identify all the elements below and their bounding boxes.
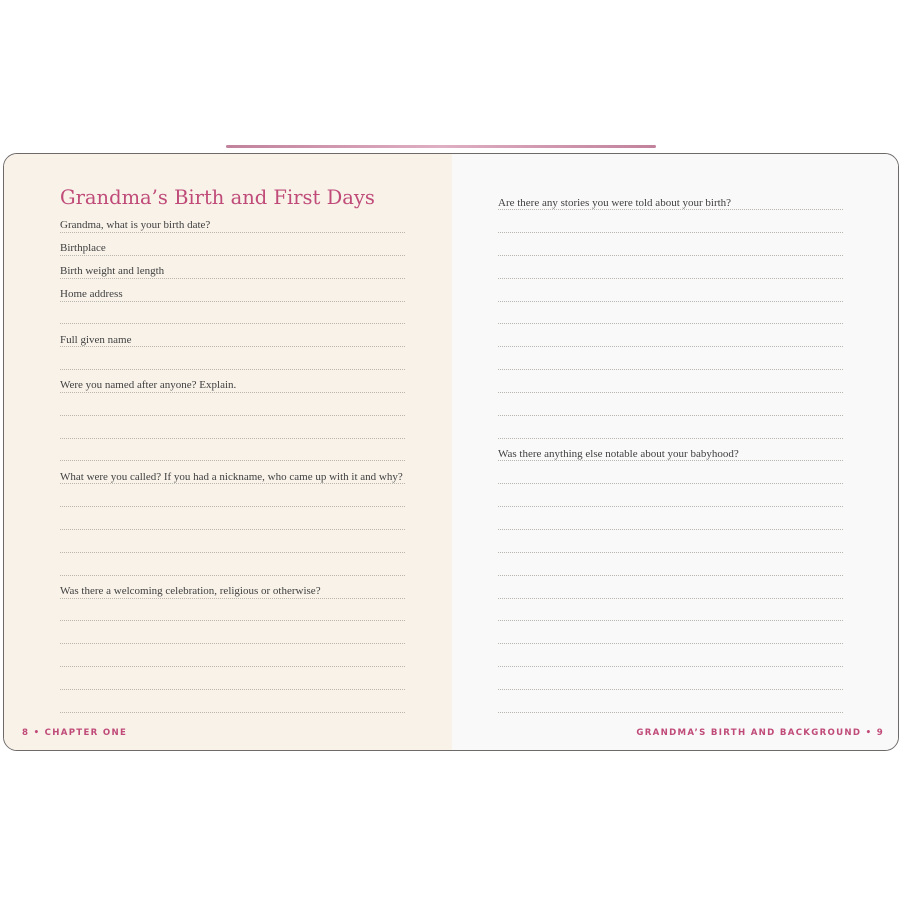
answer-line[interactable] (60, 278, 405, 279)
answer-line[interactable] (60, 301, 405, 302)
answer-line[interactable] (498, 620, 843, 621)
answer-line[interactable] (498, 506, 843, 507)
answer-line[interactable] (60, 483, 405, 484)
page-footer-left: 8 • CHAPTER ONE (22, 728, 128, 738)
answer-line[interactable] (498, 666, 843, 667)
answer-line[interactable] (498, 232, 843, 233)
answer-line[interactable] (60, 666, 405, 667)
question-label: Birth weight and length (60, 265, 165, 277)
answer-line[interactable] (60, 460, 405, 461)
answer-line[interactable] (60, 529, 405, 530)
answer-line[interactable] (498, 415, 843, 416)
answer-line[interactable] (498, 689, 843, 690)
right-page (452, 154, 898, 750)
page-footer-right: GRANDMA’S BIRTH AND BACKGROUND • 9 (636, 728, 884, 738)
answer-line[interactable] (60, 506, 405, 507)
answer-line[interactable] (498, 552, 843, 553)
answer-line[interactable] (498, 278, 843, 279)
answer-line[interactable] (60, 323, 405, 324)
answer-line[interactable] (498, 301, 843, 302)
answer-line[interactable] (60, 575, 405, 576)
answer-line[interactable] (60, 415, 405, 416)
answer-line[interactable] (498, 483, 843, 484)
question-label: Birthplace (60, 242, 106, 254)
journal-spread (3, 153, 899, 751)
answer-line[interactable] (498, 460, 843, 461)
question-label: Was there a welcoming celebration, religious or otherwise? (60, 585, 321, 597)
answer-line[interactable] (60, 552, 405, 553)
answer-line[interactable] (60, 369, 405, 370)
question-label: Were you named after anyone? Explain. (60, 379, 237, 391)
answer-line[interactable] (60, 346, 405, 347)
answer-line[interactable] (498, 209, 843, 210)
question-label: Home address (60, 288, 123, 300)
answer-line[interactable] (498, 598, 843, 599)
answer-line[interactable] (60, 598, 405, 599)
answer-line[interactable] (60, 392, 405, 393)
answer-line[interactable] (60, 712, 405, 713)
question-label: Was there anything else notable about your babyhood? (498, 448, 739, 460)
question-label: Full given name (60, 334, 132, 346)
answer-line[interactable] (60, 438, 405, 439)
answer-line[interactable] (498, 529, 843, 530)
answer-line[interactable] (498, 392, 843, 393)
answer-line[interactable] (498, 369, 843, 370)
answer-line[interactable] (60, 643, 405, 644)
answer-line[interactable] (60, 620, 405, 621)
answer-line[interactable] (498, 643, 843, 644)
question-label: What were you called? If you had a nickname, who came up with it and why? (60, 471, 403, 483)
answer-line[interactable] (498, 712, 843, 713)
answer-line[interactable] (60, 232, 405, 233)
answer-line[interactable] (498, 346, 843, 347)
answer-line[interactable] (60, 255, 405, 256)
bookmark-ribbon (226, 145, 656, 148)
answer-line[interactable] (498, 255, 843, 256)
answer-line[interactable] (498, 575, 843, 576)
answer-line[interactable] (498, 323, 843, 324)
answer-line[interactable] (498, 438, 843, 439)
page-title: Grandma’s Birth and First Days (60, 186, 375, 209)
question-label: Are there any stories you were told about your birth? (498, 197, 732, 209)
question-label: Grandma, what is your birth date? (60, 219, 211, 231)
answer-line[interactable] (60, 689, 405, 690)
left-page (4, 154, 452, 750)
